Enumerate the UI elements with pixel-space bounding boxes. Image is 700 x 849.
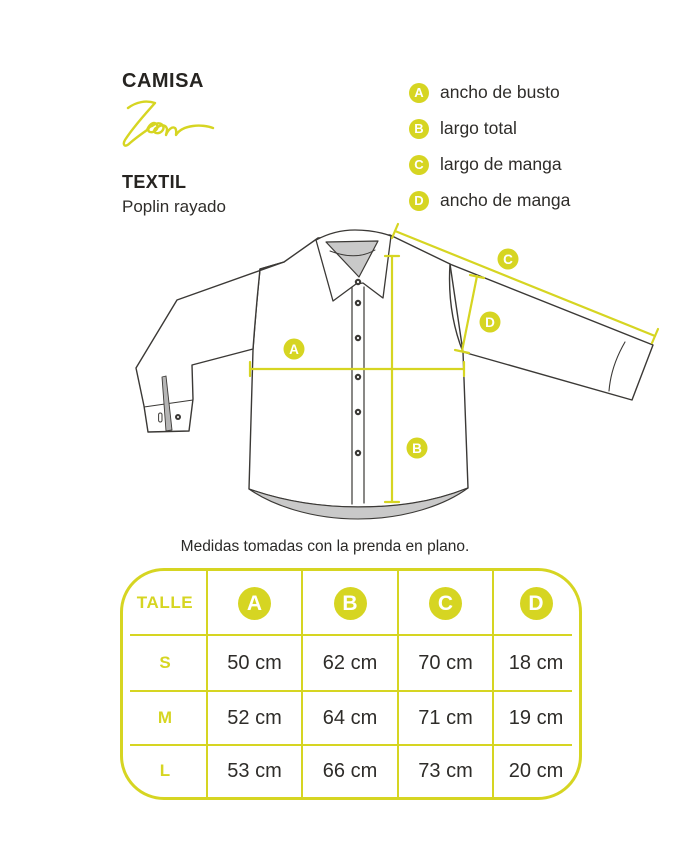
table-cell: 18 cm (508, 651, 564, 674)
size-m-label: M (157, 708, 173, 727)
product-title: CAMISA (122, 70, 204, 92)
table-cell: 64 cm (322, 706, 378, 729)
size-l-label: L (159, 761, 171, 780)
table-cell: 73 cm (418, 759, 473, 782)
table-cell: 52 cm (227, 706, 282, 729)
table-divider (206, 571, 209, 797)
table-cell: 71 cm (418, 706, 473, 729)
table-cell: 20 cm (508, 759, 564, 782)
legend-label: ancho de busto (440, 82, 560, 102)
table-cell: 66 cm (322, 759, 378, 782)
legend-label: largo total (440, 118, 517, 138)
table-cell: 19 cm (508, 706, 564, 729)
marker-b-letter: B (412, 441, 422, 456)
table-divider (492, 571, 495, 797)
marker-a-letter: A (289, 342, 299, 357)
size-s-label: S (159, 653, 171, 672)
table-divider (130, 690, 572, 693)
measure-d-badge: D (409, 191, 429, 211)
table-divider (130, 634, 572, 637)
table-cell: 50 cm (227, 651, 282, 674)
size-table (120, 568, 582, 800)
measure-b-badge: B (409, 119, 429, 139)
column-d-badge: D (520, 587, 553, 620)
textile-heading: TEXTIL (122, 172, 187, 192)
marker-c-letter: C (503, 252, 513, 267)
table-divider (301, 571, 304, 797)
table-cell: 70 cm (418, 651, 473, 674)
textile-value: Poplin rayado (122, 197, 226, 216)
marker-d-letter: D (485, 315, 495, 330)
table-cell: 53 cm (227, 759, 282, 782)
measurement-note: Medidas tomadas con la prenda en plano. (180, 538, 470, 555)
table-divider (130, 744, 572, 747)
table-header-talle: TALLE (136, 593, 194, 612)
measure-c-badge: C (409, 155, 429, 175)
legend-label: ancho de manga (440, 190, 571, 210)
column-a-badge: A (238, 587, 271, 620)
table-cell: 62 cm (322, 651, 378, 674)
measure-a-badge: A (409, 83, 429, 103)
legend-label: largo de manga (440, 154, 562, 174)
table-divider (397, 571, 400, 797)
column-c-badge: C (429, 587, 462, 620)
column-b-badge: B (334, 587, 367, 620)
